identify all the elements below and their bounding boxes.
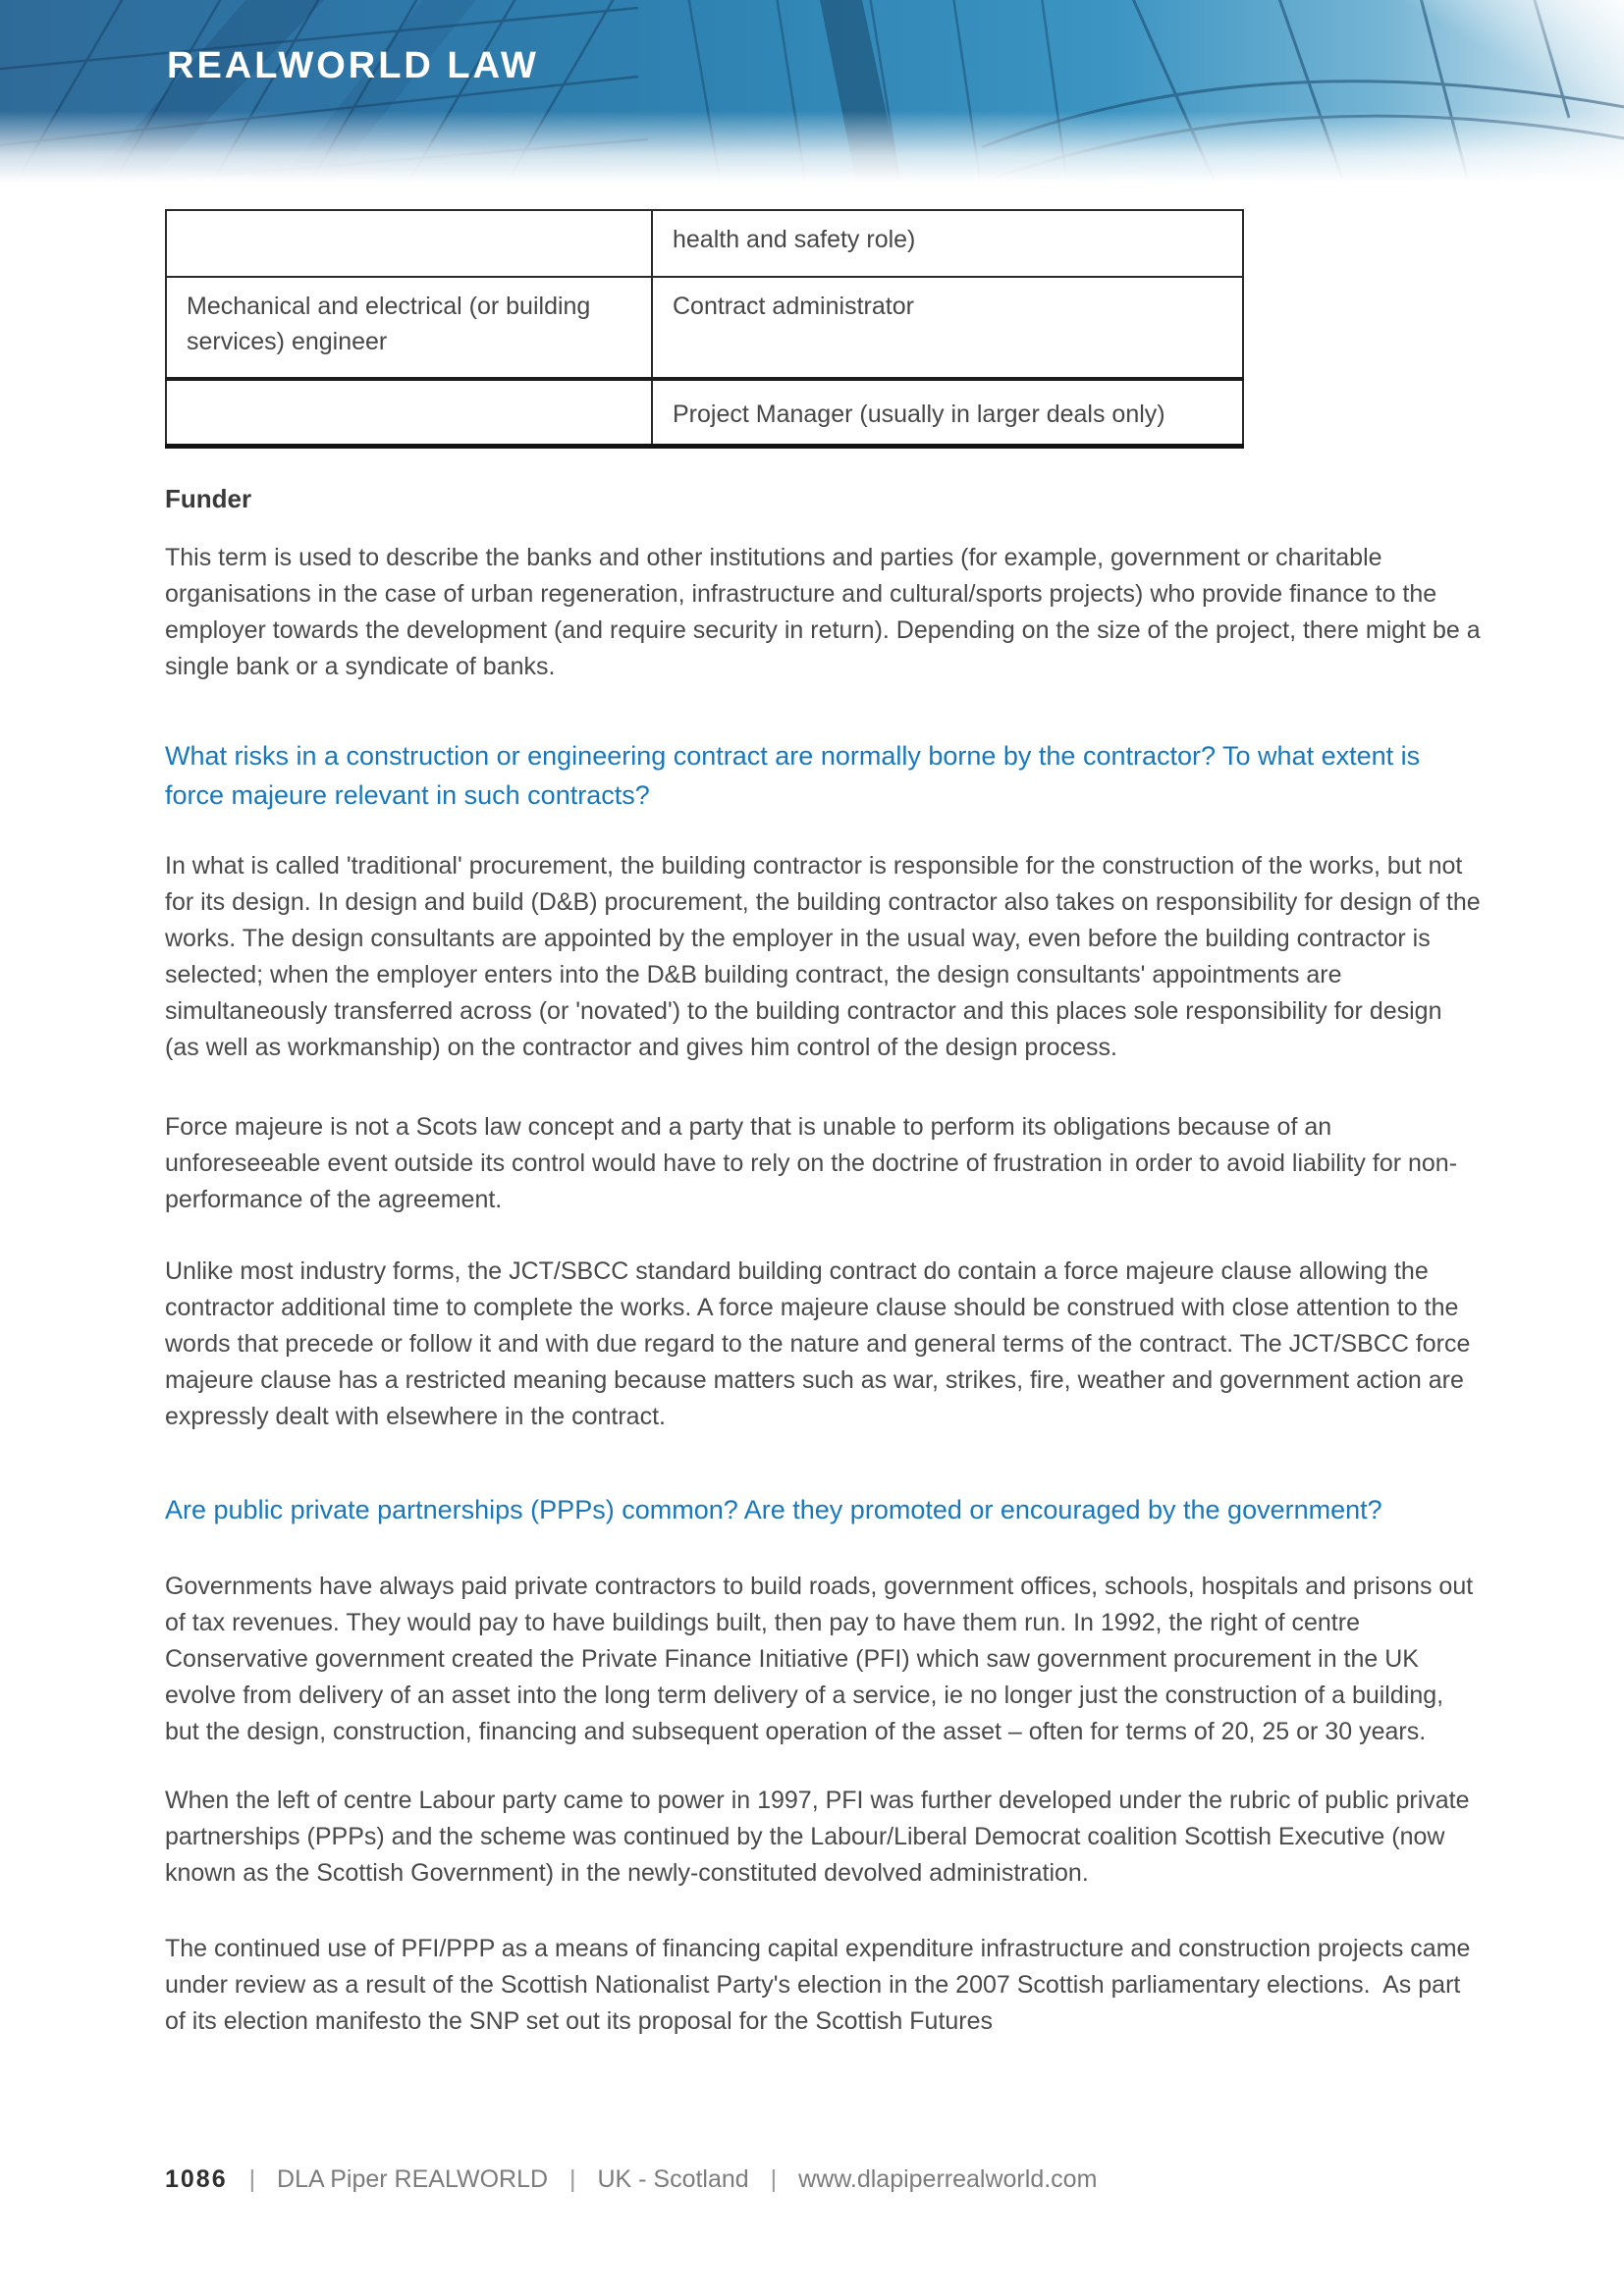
funder-heading: Funder <box>165 483 252 513</box>
table-cell-left <box>166 210 652 277</box>
page-number: 1086 <box>165 2165 228 2193</box>
table-cell-right: Contract administrator <box>652 277 1243 379</box>
table-cell-left <box>166 379 652 446</box>
page-footer <box>165 2165 1097 2194</box>
paragraph-governments-pfi: Governments have always paid private contractors to build roads, government offices, schools, hospitals and prisons out of tax revenues. They would pay to have buildings built, then pay to have them run. In 1992, the right of centre Conservative government created the Private Finance Initiative (PFI) which saw government procurement in the UK evolve from delivery of an asset into the long term delivery of a service, ie no longer just the construction of a building, but the design, construction, financing and subsequent operation of the asset – often for terms of 20, 25 or 30 years. <box>165 1572 1481 1745</box>
building-facade-image <box>0 0 1624 183</box>
page-content <box>165 209 1488 2040</box>
footer-website: www.dlapiperrealworld.com <box>798 2165 1098 2193</box>
paragraph-force-majeure-scots-law: Force majeure is not a Scots law concept and a party that is unable to perform its obligations because of an unforeseeable event outside its control would have to rely on the doctrine of frustration in order to avoid liability for non-performance of the agreement. <box>165 1112 1458 1213</box>
paragraph-traditional-procurement: In what is called 'traditional' procurement, the building contractor is responsible for the construction of the works, but not for its design. In design and build (D&B) procurement, the building contractor also takes on responsibility for design of the works. The design consultants are appointed by the employer in the usual way, even before the building contractor is selected; when the employer enters into the D&B building contract, the design consultants' appointments are simultaneously transferred across (or 'novated') to the building contractor and this places sole responsibility for design (as well as workmanship) on the contractor and gives him control of the design process. <box>165 851 1488 1061</box>
funder-paragraph: This term is used to describe the banks and other institutions and parties (for example, government or charitable organisations in the case of urban regeneration, infrastructure and cultural/sports projects) who provide finance to the employer towards the development (and require security in return). Depending on the size of the project, there might be a single bank or a syndicate of banks. <box>165 543 1488 680</box>
footer-separator: | <box>569 2165 576 2193</box>
header-banner <box>0 0 1624 183</box>
table-row <box>166 210 1243 277</box>
project-roles-table <box>165 209 1244 449</box>
table-row <box>166 277 1243 379</box>
table-row <box>166 379 1243 446</box>
paragraph-pfi-ppp-review: The continued use of PFI/PPP as a means of financing capital expenditure infrastructure and construction projects came under review as a result of the Scottish Nationalist Party's election in the 2007 Scottish parliamentary elections. As part of its election manifesto the SNP set out its proposal for the Scottish Futures <box>165 1934 1478 2035</box>
table-cell-left: Mechanical and electrical (or building services) engineer <box>166 277 652 379</box>
table-cell-right: Project Manager (usually in larger deals only) <box>652 379 1243 446</box>
question-heading-ppps: Are public private partnerships (PPPs) common? Are they promoted or encouraged by the government? <box>165 1494 1382 1524</box>
brand-title: REALWORLD LAW <box>167 45 539 86</box>
footer-region: UK - Scotland <box>597 2165 749 2193</box>
footer-separator: | <box>770 2165 778 2193</box>
table-cell-right: health and safety role) <box>652 210 1243 277</box>
paragraph-labour-ppps: When the left of centre Labour party came to power in 1997, PFI was further developed under the rubric of public private partnerships (PPPs) and the scheme was continued by the Labour/Liberal Democrat coalition Scottish Executive (now known as the Scottish Government) in the newly-constituted devolved administration. <box>165 1786 1477 1887</box>
question-heading-risks: What risks in a construction or engineering contract are normally borne by the contractor? To what extent is force majeure relevant in such contracts? <box>165 740 1421 810</box>
paragraph-jct-sbcc-clause: Unlike most industry forms, the JCT/SBCC standard building contract do contain a force majeure clause allowing the contractor additional time to complete the works. A force majeure clause should be construed with close attention to the words that precede or follow it and with due regard to the nature and general terms of the contract. The JCT/SBCC force majeure clause has a restricted meaning because matters such as war, strikes, fire, weather and government action are expressly dealt with elsewhere in the contract. <box>165 1256 1478 1430</box>
footer-separator: | <box>248 2165 256 2193</box>
footer-brand: DLA Piper REALWORLD <box>277 2165 549 2193</box>
